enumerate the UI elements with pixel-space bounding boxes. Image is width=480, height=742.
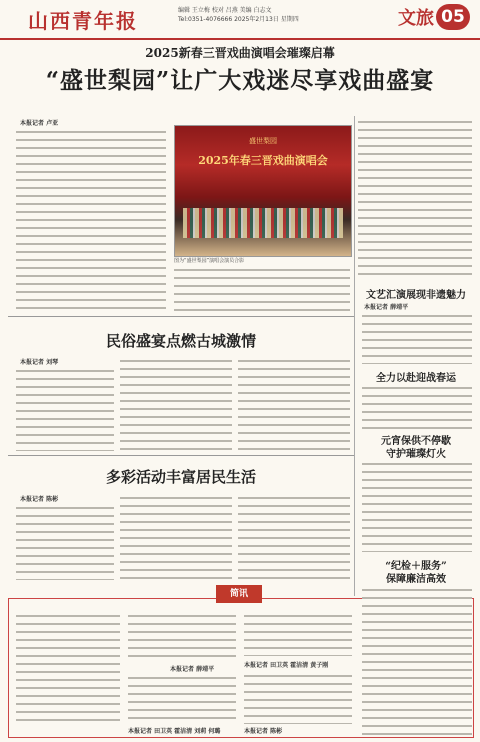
photo-caption: 图为“盛世梨园”演唱会演员合影 [174,258,245,264]
sidebar-item3-text [362,460,472,552]
section-name: 文旅 [398,8,434,29]
sidebar-item4-title2: 保障廉洁高效 [386,574,446,585]
masthead-contact-date: Tel:0351-4076666 2025年2月13日 星期四 [178,16,299,23]
masthead-editors: 编辑 王立梅 校对 吕燕 美编 白志文 [178,7,272,14]
folk-headline: 民俗盛宴点燃古城激情 [105,332,256,350]
sidebar-item1-byline: 本报记者 薛靖平 [364,304,409,311]
photo-banner-title: 2025年春三晋戏曲演唱会 [198,154,328,167]
main-byline: 本报记者 卢亚 [20,120,59,127]
activities-text-col3 [238,494,350,580]
folk-byline: 本报记者 刘琴 [20,359,59,366]
briefs-byline4: 本报记者 田卫英 霍洁清 黄子刚 [244,662,329,669]
sidebar-item3-title2: 守护璀璨灯火 [386,449,446,460]
briefs-text-col3b [244,672,352,724]
main-subhead: 2025新春三晋戏曲演唱会璀璨启幕 [145,46,335,60]
concert-photo [174,125,352,257]
main-text-col3 [358,118,472,280]
folk-text-col2 [120,357,232,451]
main-text-col2 [174,266,350,312]
activities-headline: 多彩活动丰富居民生活 [105,468,256,486]
sidebar-item1-text [362,312,472,364]
performers-group [183,208,343,238]
briefs-text-col2b [128,674,236,724]
sidebar-item1-title: 文艺汇演展现非遗魅力 [366,290,466,301]
activities-byline: 本报记者 陈彬 [20,496,59,503]
folk-text-col1 [16,367,114,451]
divider [8,316,354,317]
divider [8,455,354,456]
briefs-text-col2a [128,612,236,662]
sidebar-item2-title: 全力以赴迎战春运 [376,373,456,384]
column-divider [354,116,355,596]
briefs-title: 简讯 [216,585,262,603]
briefs-byline2: 本报记者 陈彬 [244,728,283,735]
photo-banner-top: 盛世梨园 [249,137,277,145]
page-number: 05 [436,4,470,30]
sidebar-item2-text [362,384,472,430]
sidebar-item3-title: 元宵保供不停歇 [381,436,451,447]
activities-text-col1 [16,504,114,580]
activities-text-col2 [120,494,232,580]
briefs-text-col3a [244,612,352,656]
newspaper-name: 山西青年报 [28,9,138,33]
briefs-text-col1 [16,612,120,724]
main-headline: “盛世梨园”让广大戏迷尽享戏曲盛宴 [45,67,435,94]
masthead [0,0,480,40]
main-text-col1 [16,128,166,312]
sidebar-item4-title: “纪检＋服务” [385,561,447,572]
masthead-info [178,6,299,24]
briefs-byline1: 本报记者 薛靖平 [170,666,215,673]
folk-text-col3 [238,357,350,451]
sidebar-item4-text [362,586,472,736]
briefs-byline3: 本报记者 田卫英 霍洁清 刘莉 何璐 [128,728,221,735]
